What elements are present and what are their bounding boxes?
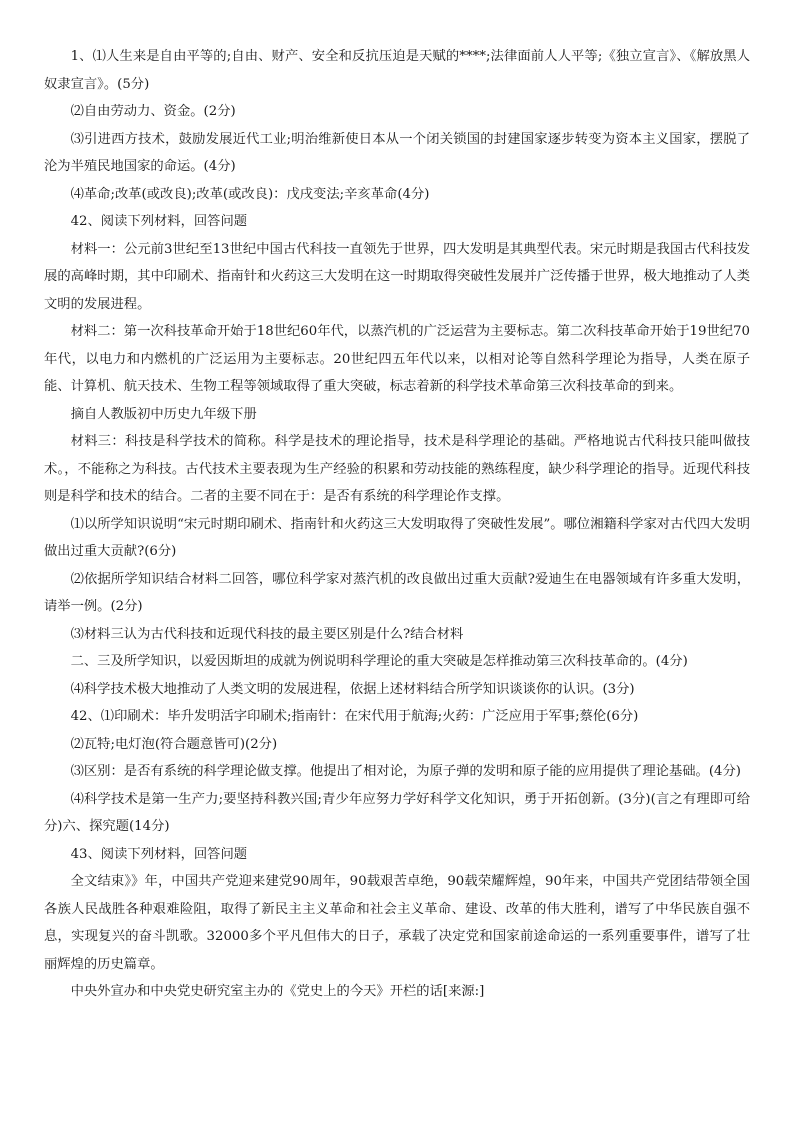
question-42-part-3a: ⑶材料三认为古代科技和近现代科技的最主要区别是什么?结合材料 [70, 626, 464, 642]
material-1: 材料一：公元前3世纪至13世纪中国古代科技一直领先于世界，四大发明是其典型代表。宋元时期是我国古代科技发展的高峰时期，其中印刷术、指南针和火药这三大发明在这一时期取得突破性发展并广泛传播于世界，极大地推动了人类文明的发展进程。 [44, 241, 750, 312]
answer-42-part-4: ⑷科学技术是第一生产力;要坚持科教兴国;青少年应努力学好科学文化知识，勇于开拓创新。(3分)(言之有理即可给分)六、探究题(14分) [44, 791, 750, 834]
answer-42-part-2: ⑵瓦特;电灯泡(符合题意皆可)(2分) [70, 736, 278, 752]
document-body [44, 43, 750, 1006]
material-2-source: 摘自人教版初中历史九年级下册 [70, 406, 257, 422]
question-43-material: 全文结束》》年，中国共产党迎来建党90周年，90载艰苦卓绝，90载荣耀辉煌，90年来，中国共产党团结带领全国各族人民战胜各种艰难险阻，取得了新民主主义革命和社会主义革命、建设、改革的伟大胜利，谱写了中华民族自强不息，实现复兴的奋斗凯歌。32000多个平凡但伟大的日子，承载了决定党和国家前途命运的一系列重要事件，谱写了壮丽辉煌的历史篇章。 [44, 874, 750, 972]
answer-1-part-1: 1、⑴人生来是自由平等的;自由、财产、安全和反抗压迫是天赋的****;法律面前人人平等;《独立宣言》、《解放黑人奴隶宣言》。(5分) [44, 49, 750, 92]
answer-42-part-3: ⑶区别：是否有系统的科学理论做支撑。他提出了相对论，为原子弹的发明和原子能的应用提供了理论基础。(4分) [70, 764, 741, 779]
question-42-part-1: ⑴以所学知识说明“宋元时期印刷术、指南针和火药这三大发明取得了突破性发展”。哪位湘籍科学家对古代四大发明做出过重大贡献?(6分) [44, 516, 750, 559]
answer-1-part-2: ⑵自由劳动力、资金。(2分) [70, 104, 236, 119]
question-43-heading: 43、阅读下列材料，回答问题 [70, 846, 248, 862]
material-2: 材料二：第一次科技革命开始于18世纪60年代，以蒸汽机的广泛运营为主要标志。第二次科技革命开始于19世纪70年代，以电力和内燃机的广泛运用为主要标志。20世纪四五年代以来，以相对论等自然科学理论为指导，人类在原子能、计算机、航天技术、生物工程等领域取得了重大突破，标志着新的科学技术革命第三次科技革命的到来。 [44, 324, 750, 394]
question-42-part-3b: 二、三及所学知识，以爱因斯坦的成就为例说明科学理论的重大突破是怎样推动第三次科技革命的。(4分) [70, 654, 688, 669]
question-43-source: 中央外宣办和中央党史研究室主办的《党史上的今天》开栏的话[来源:] [70, 984, 485, 999]
question-42-part-2: ⑵依据所学知识结合材料二回答，哪位科学家对蒸汽机的改良做出过重大贡献?爱迪生在电器领域有许多重大发明，请举一例。(2分) [44, 571, 750, 614]
question-42-heading: 42、阅读下列材料，回答问题 [70, 214, 248, 229]
answer-42-part-1: 42、⑴印刷术：毕升发明活字印刷术;指南针：在宋代用于航海;火药：广泛应用于军事;蔡伦(6分) [70, 709, 639, 724]
question-42-part-4: ⑷科学技术极大地推动了人类文明的发展进程，依据上述材料结合所学知识谈谈你的认识。(3分) [70, 681, 635, 697]
answer-1-part-3: ⑶引进西方技术，鼓励发展近代工业;明治维新使日本从一个闭关锁国的封建国家逐步转变为资本主义国家，摆脱了沦为半殖民地国家的命运。(4分) [44, 131, 750, 174]
answer-1-part-4: ⑷革命;改革(或改良);改革(或改良)：戊戌变法;辛亥革命(4分) [70, 186, 430, 202]
material-3: 材料三：科技是科学技术的简称。科学是技术的理论指导，技术是科学理论的基础。严格地说古代科技只能叫做技术。，不能称之为科技。古代技术主要表现为生产经验的积累和劳动技能的熟练程度，缺少科学理论的指导。近现代科技则是科学和技术的结合。二者的主要不同在于：是否有系统的科学理论作支撑。 [44, 434, 750, 504]
